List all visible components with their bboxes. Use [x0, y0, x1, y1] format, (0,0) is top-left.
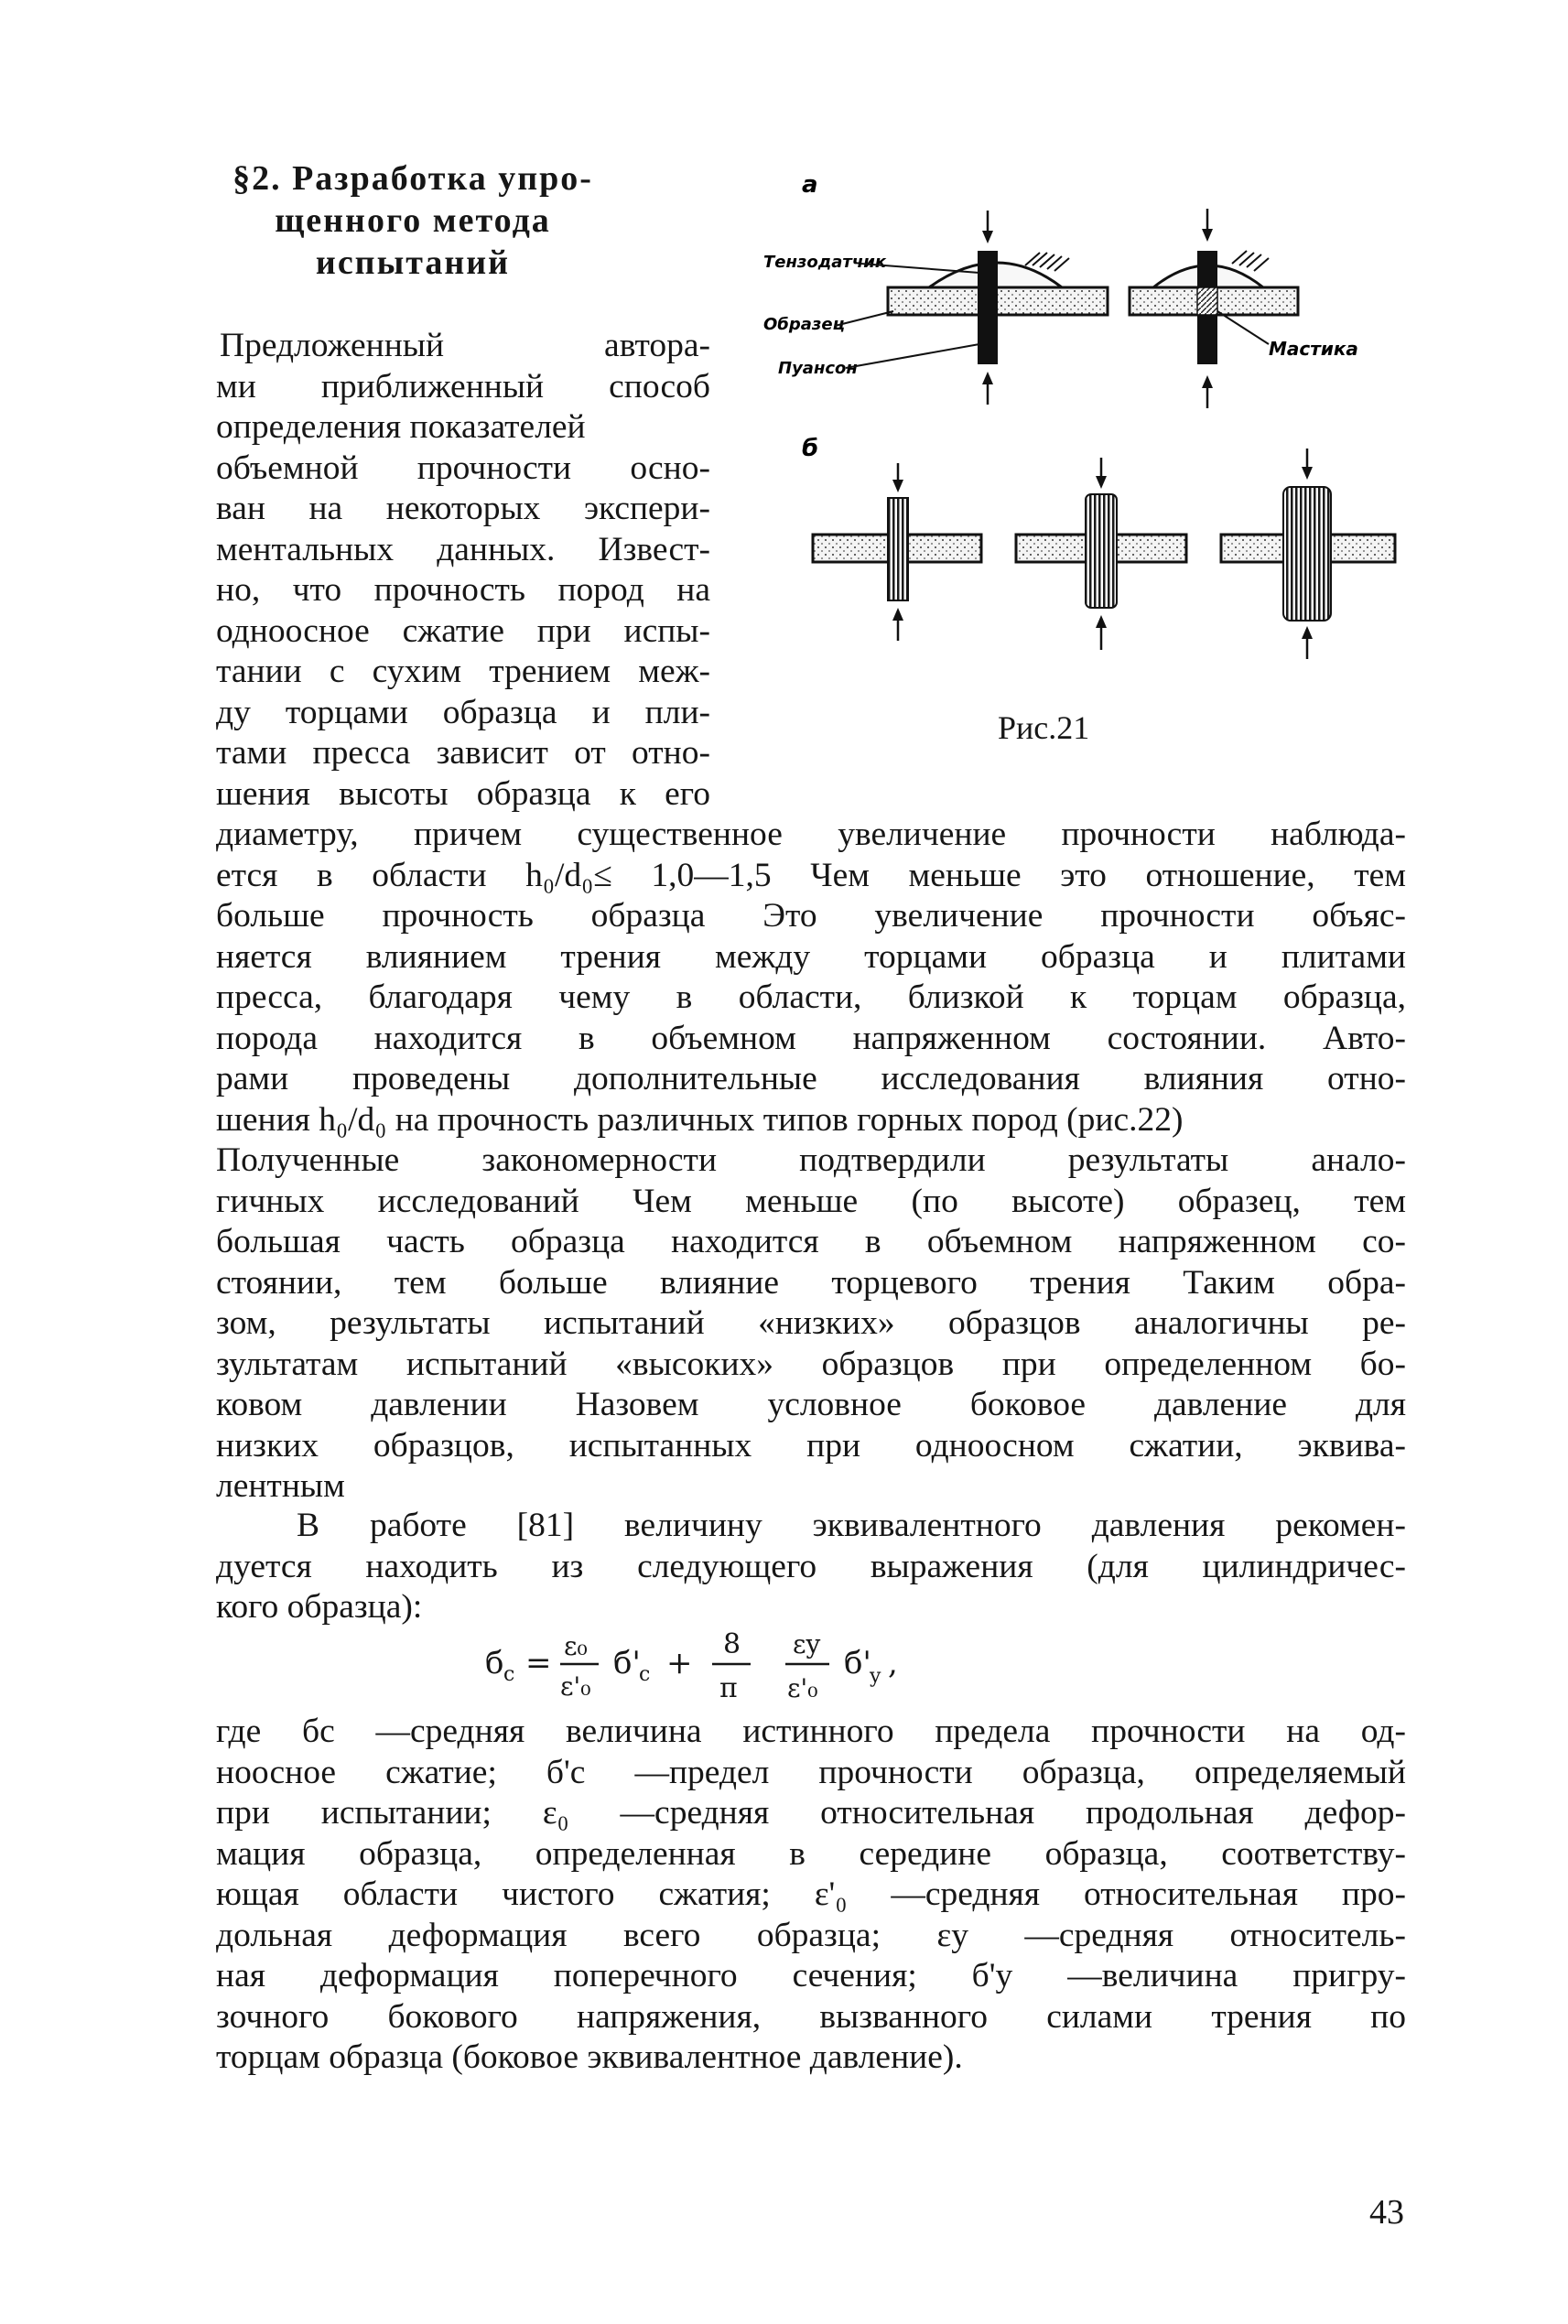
- text-line: Полученные закономерности подтвердили результаты анало-: [216, 1141, 1406, 1179]
- punch-rod: [1086, 494, 1117, 608]
- equivalent-pressure-formula: [485, 1620, 1034, 1712]
- arrow-head: [1096, 476, 1107, 489]
- arrow-head: [1096, 615, 1107, 628]
- text-line: ми приближенный способ: [216, 367, 710, 405]
- heading-line: §2. Разработка упро-: [232, 159, 593, 198]
- text-line: шения h₀/d₀ на прочность различных типов горных пород (рис.22): [216, 1100, 1184, 1139]
- text-line: ван на некоторых экспери-: [216, 490, 710, 527]
- arrow-head: [892, 480, 903, 492]
- label-sample: Образец: [763, 315, 845, 334]
- text-line: пресса, благодаря чему в области, близкой к торцам образца,: [216, 978, 1406, 1016]
- text-line: гичных исследований Чем меньше (по высоте) образец, тем: [216, 1182, 1406, 1220]
- figure-caption: Рис.21: [998, 709, 1090, 746]
- formula-plus: +: [666, 1645, 693, 1681]
- formula-term-1: б': [613, 1645, 641, 1681]
- arrow-head: [1202, 375, 1213, 388]
- text-line: порода находится в объемном напряженном состоянии. Авто-: [216, 1019, 1406, 1057]
- mastic-insert: [1197, 287, 1217, 315]
- fraction-3-numerator: εy: [793, 1629, 821, 1659]
- heading-line: испытаний: [315, 243, 511, 282]
- leader-line: [846, 344, 979, 368]
- text-line: при испытании; ε₀ —средняя относительная продольная дефор-: [216, 1794, 1406, 1832]
- formula-term-2: б': [844, 1645, 871, 1681]
- punch-rod: [978, 251, 998, 364]
- arrow-head: [982, 231, 993, 243]
- text-line: зультатам испытаний «высоких» образцов при определенном бо-: [216, 1345, 1406, 1383]
- figure-label-b: б: [802, 435, 819, 462]
- text-line: мация образца, определенная в середине образца, соответству-: [216, 1834, 1406, 1873]
- formula-lhs: б: [485, 1645, 504, 1681]
- text-line: дольная деформация всего образца; εy —средняя относитель-: [216, 1916, 1406, 1954]
- text-line: тами пресса зависит от отно-: [216, 734, 710, 772]
- text-line: определения показателей: [216, 408, 586, 446]
- text-line: ная деформация поперечного сечения; б'y —величина пригру-: [216, 1957, 1406, 1994]
- text-line: дуется находить из следующего выражения (для цилиндричес-: [216, 1547, 1406, 1585]
- fraction-2-denominator: π: [719, 1672, 738, 1704]
- heading-line: щенного метода: [275, 201, 551, 240]
- text-line: лентным: [216, 1467, 345, 1505]
- text-line: стоянии, тем больше влияние торцевого трения Таким обра-: [216, 1263, 1406, 1302]
- figure-label-a: а: [802, 171, 818, 199]
- arrow-head: [982, 372, 993, 384]
- definitions-paragraph: [216, 1712, 1406, 2079]
- text-line: кого образца):: [216, 1588, 423, 1626]
- arrow-head: [1302, 626, 1313, 639]
- text-line: большая часть образца находится в объемном напряженном со-: [216, 1223, 1406, 1260]
- label-mastic: Мастика: [1269, 338, 1358, 360]
- text-line: ется в области h₀/d₀≤ 1,0—1,5 Чем меньше это отношение, тем: [216, 856, 1406, 894]
- figure-21-diagram: [751, 165, 1410, 677]
- text-line: ковом давлении Назовем условное боковое давление для: [216, 1386, 1406, 1423]
- text-line: няется влиянием трения между торцами образца и плитами: [216, 937, 1406, 976]
- label-strain-gauge: Тензодатчик: [763, 253, 887, 272]
- formula-lhs-sub: с: [503, 1663, 515, 1686]
- panel-a-left: [763, 211, 1108, 405]
- panel-b-specimen-1: [813, 463, 981, 641]
- arrow-head: [1302, 467, 1313, 480]
- label-punch: Пуансон: [778, 359, 858, 378]
- text-line: одноосное сжатие при испы-: [216, 611, 710, 650]
- text-line: но, что прочность пород на: [216, 571, 710, 609]
- text-line: зом, результаты испытаний «низких» образцов аналогичны ре-: [216, 1304, 1406, 1342]
- text-line: шения высоты образца к его: [216, 774, 710, 813]
- formula-intro-paragraph: [216, 1506, 1406, 1628]
- text-line: объемной прочности осно-: [216, 449, 710, 487]
- punch-rod: [888, 498, 908, 600]
- text-line: больше прочность образца Это увеличение прочности объяс-: [216, 897, 1406, 935]
- text-line: где бс —средняя величина истинного предела прочности на од-: [216, 1713, 1406, 1750]
- fraction-2-numerator: 8: [723, 1628, 741, 1660]
- panel-a-right: [1130, 209, 1358, 408]
- main-paragraph: [216, 815, 1406, 1508]
- fraction-1-denominator: ε'₀: [560, 1671, 591, 1702]
- gauge-wires: [1025, 253, 1069, 271]
- text-line: низких образцов, испытанных при одноосном сжатии, эквива-: [216, 1426, 1406, 1465]
- punch-rod: [1283, 487, 1331, 621]
- text-line: рами проведены дополнительные исследования влияния отно-: [216, 1060, 1406, 1097]
- text-line: тании с сухим трением меж-: [216, 653, 710, 690]
- arrow-head: [1202, 229, 1213, 242]
- arrow-head: [892, 608, 903, 621]
- page-number: 43: [1369, 2193, 1404, 2232]
- text-line: ду торцами образца и пли-: [216, 693, 710, 731]
- text-line: торцам образца (боковое эквивалентное давление).: [216, 2038, 963, 2076]
- text-line: зочного бокового напряжения, вызванного силами трения по: [216, 1997, 1406, 2036]
- panel-b-specimen-3: [1221, 449, 1395, 659]
- formula-term-2-sub: y: [870, 1665, 881, 1688]
- formula-equals: =: [525, 1645, 552, 1681]
- text-line: диаметру, причем существенное увеличение прочности наблюда-: [216, 816, 1406, 853]
- text-line: ноосное сжатие; б'с —предел прочности образца, определяемый: [216, 1753, 1406, 1791]
- intro-paragraph: [216, 326, 710, 815]
- fraction-1-numerator: ε₀: [564, 1631, 588, 1661]
- panel-b-specimen-2: [1016, 458, 1186, 650]
- formula-term-1-sub: с: [639, 1663, 651, 1686]
- fraction-3-denominator: ε'₀: [787, 1673, 818, 1703]
- text-line: ющая области чистого сжатия; ε'₀ —средняя относительная про-: [216, 1875, 1406, 1913]
- text-line: Предложенный автора-: [220, 327, 710, 364]
- section-heading: [216, 157, 610, 284]
- text-line: ментальных данных. Извест-: [216, 530, 710, 568]
- formula-comma: ,: [888, 1645, 898, 1681]
- gauge-wires: [1232, 251, 1269, 271]
- text-line: В работе [81] величину эквивалентного давления рекомен-: [297, 1507, 1406, 1544]
